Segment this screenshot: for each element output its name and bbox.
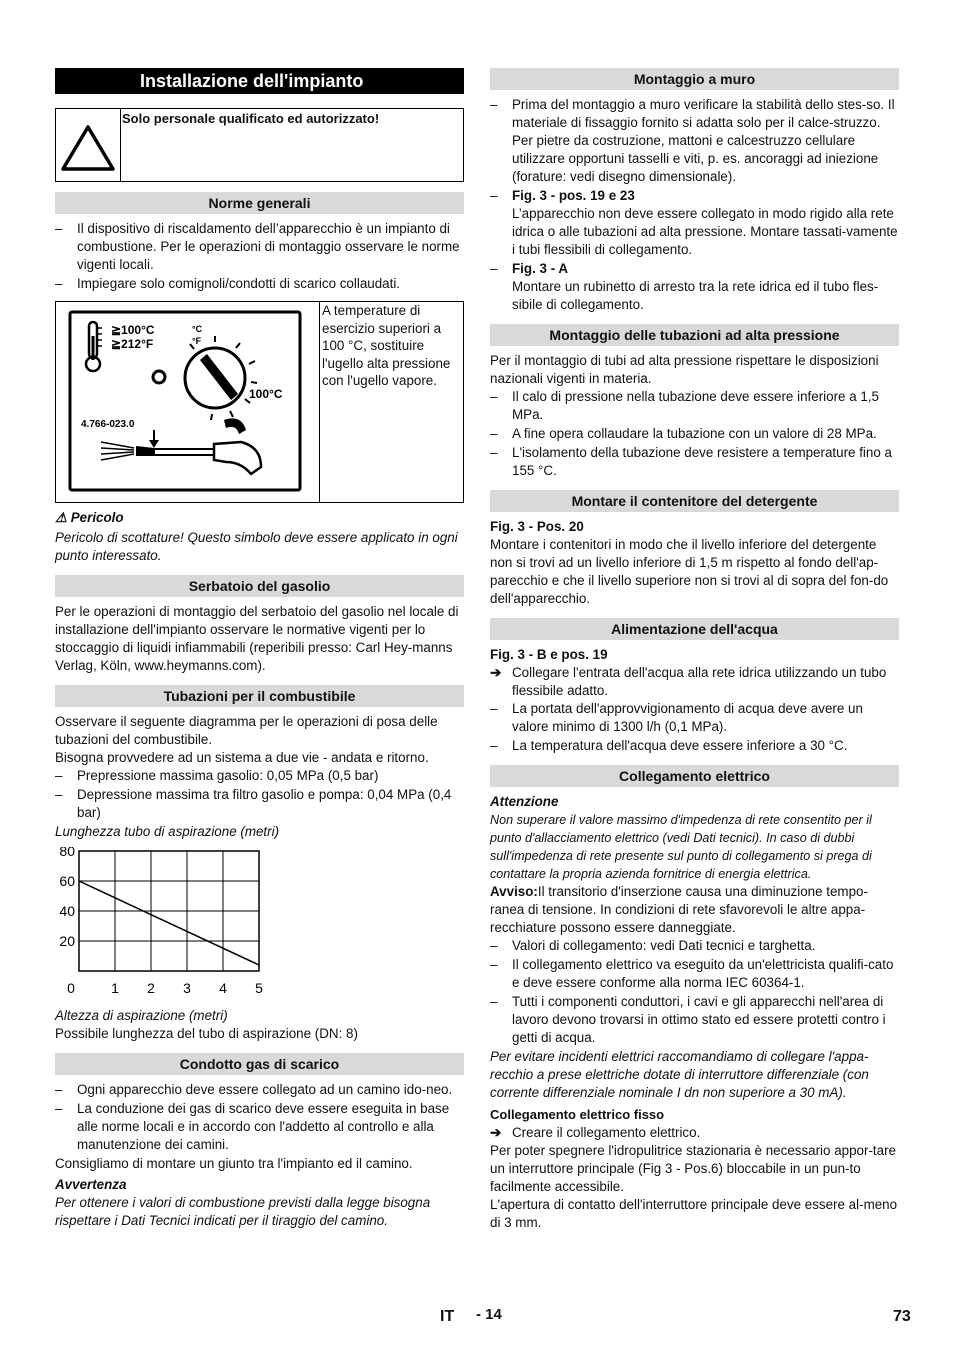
dial-temp-label: 100°C [249, 387, 283, 401]
dial-marker-icon [153, 371, 165, 383]
muro-list [490, 96, 899, 314]
chart-xtick-label: 1 [111, 980, 119, 996]
avvertenza-text: Per ottenere i valori di combustione previsti dalla legge bisogna rispettare i Dati Tecnici indicati per il tiraggio del camino. [55, 1195, 431, 1228]
warning-box [55, 108, 464, 182]
attenzione-text: Non superare il valore massimo d'impedenza di rete consentito per il punto d'allacciamento elettrico (vedi Dati tecnici). In caso di dubbi sull'impedenza di rete presente sul punto di collegamento si prega di contattare la propria azienda fornitrice di energia elettrica. [490, 813, 872, 881]
list-item: – Prepressione massima gasolio: 0,05 MPa (0,5 bar) [55, 767, 464, 785]
list-item: – A fine opera collaudare la tubazione con un valore di 28 MPa. [490, 425, 899, 443]
heading-tubazioni: Tubazioni per il combustibile [55, 685, 464, 707]
chart-series-line [79, 881, 259, 965]
footer-language: IT [440, 1308, 455, 1325]
avviso-paragraph [490, 883, 899, 937]
tubazioni-list [55, 767, 464, 822]
list-item: – Valori di collegamento: vedi Dati tecnici e targhetta. [490, 937, 899, 955]
warning-small-icon: ⚠ [55, 510, 71, 525]
pericolo-text: Pericolo di scottature! Questo simbolo deve essere applicato in ogni punto interessato. [55, 530, 458, 563]
serbatoio-text: Per le operazioni di montaggio del serbatoio del gasolio nel locale di installazione dell'impianto osservare le normative vigenti per lo stoccaggio di liquidi infiammabili (reperibili presso: Carl Hey-manns Verlag, Köln, www.heymanns.com). [55, 604, 459, 673]
fisso-heading: Collegamento elettrico fisso [490, 1107, 665, 1122]
condotto-list [55, 1081, 464, 1154]
heading-muro: Montaggio a muro [490, 68, 899, 90]
heading-detergente: Montare il contenitore del detergente [490, 490, 899, 512]
tubazioni-text-2: Bisogna provvedere ad un sistema a due vie - andata e ritorno. [55, 750, 429, 765]
heading-condotto: Condotto gas di scarico [55, 1053, 464, 1075]
list-item: – Il calo di pressione nella tubazione deve essere inferiore a 1,5 MPa. [490, 388, 899, 424]
suction-chart [55, 847, 295, 1007]
warning-text: Solo personale qualificato ed autorizzato! [122, 111, 380, 126]
acqua-arrow-list [490, 664, 899, 700]
pericolo-label: Pericolo [70, 510, 124, 525]
elettrico-note: Per evitare incidenti elettrici raccomandiamo di collegare l'appa-recchio a prese elettriche dotate di interruttore differenziale (con corrente differenziale nominale I dn non superiore a 30 mA). [490, 1049, 869, 1100]
acqua-fig: Fig. 3 - B e pos. 19 [490, 647, 608, 662]
chart-ytick-label: 80 [59, 847, 75, 859]
list-item: – Tutti i componenti conduttori, i cavi e gli apparecchi nell'area di lavoro devono trovarsi in ottimo stato ed essere protetti contro i getti di acqua. [490, 993, 899, 1047]
chart-xtick-label: 2 [147, 980, 155, 996]
alta-list [490, 388, 899, 480]
footer-local-page: - 14 [476, 1306, 502, 1323]
chart-note: Possibile lunghezza del tubo di aspirazione (DN: 8) [55, 1026, 358, 1041]
muro-item-3-text: Montare un rubinetto di arresto tra la rete idrica ed il tubo fles-sibile di collegamento. [512, 279, 879, 312]
chart-svg [55, 847, 295, 1007]
heading-alta-pressione: Montaggio delle tubazioni ad alta pressione [490, 324, 899, 346]
avviso-label: Avviso: [490, 884, 538, 899]
chart-xtick-label: 4 [219, 980, 227, 996]
list-item: – Il dispositivo di riscaldamento dell’apparecchio è un impianto di combustione. Per le operazioni di montaggio osservare le norme vigenti locali. [55, 220, 464, 274]
detergente-fig: Fig. 3 - Pos. 20 [490, 519, 584, 534]
chart-ytick-label: 20 [59, 933, 75, 949]
avviso-text: Il transitorio d'inserzione causa una diminuzione tempo-ranea di tensione. In condizioni di rete sfavorevoli le altre appa-recchiature possono essere danneggiate. [490, 884, 868, 935]
list-item: – La portata dell'approvvigionamento di acqua deve avere un valore minimo di 1300 l/h (0,1 MPa). [490, 700, 899, 736]
chart-ytick-label: 60 [59, 873, 75, 889]
part-number: 4.766-023.0 [81, 419, 135, 430]
detergente-text: Montare i contenitori in modo che il livello inferiore del detergente non si trovi ad un livello inferiore di 1,5 m rispetto al fondo dell'ap-parecchio e che il livello superiore non si trovi al di sopra del fon-do dell'apparecchio. [490, 537, 889, 606]
arrow-item: ➔ Collegare l'entrata dell'acqua alla rete idrica utilizzando un tubo flessibile adatto. [490, 664, 899, 700]
muro-item-3-head: Fig. 3 - A [512, 261, 569, 276]
list-item [490, 96, 899, 186]
avvertenza-label: Avvertenza [55, 1177, 127, 1192]
list-item [490, 260, 899, 314]
condotto-text: Consigliamo di montare un giunto tra l'impianto ed il camino. [55, 1156, 413, 1171]
list-item: – La temperatura dell'acqua deve essere inferiore a 30 °C. [490, 737, 899, 755]
right-column [490, 68, 899, 1232]
list-item: – La conduzione dei gas di scarico deve essere eseguita in base alle norme locali e in accordo con l'addetto al controllo e alla manutenzione dei camini. [55, 1100, 464, 1154]
heading-serbatoio: Serbatoio del gasolio [55, 575, 464, 597]
chart-ytick-label: 40 [59, 903, 75, 919]
elettrico-text-1: Per poter spegnere l'idropulitrice stazionaria è necessario appor-tare un interruttore principale (Fig 3 - Pos.6) bloccabile in un pun-to facilmente accessibile. [490, 1143, 896, 1194]
temperature-dial-icon [185, 336, 257, 420]
norme-list [55, 220, 464, 293]
dial-figure [56, 302, 320, 502]
temp-c-label: ≧100°C [111, 323, 155, 337]
muro-item-1: Prima del montaggio a muro verificare la stabilità dello stes-so. Il materiale di fissaggio fornito si adatta solo per il calce-struzzo. Per pietre da costruzione, mattoni e calcestruzzo cellulare utilizzare opportuni tasselli e viti, p. es. ancoraggi ad iniezione (forature: vedi disegno dimensionale). [512, 97, 895, 184]
pericolo-heading [55, 509, 464, 527]
elettrico-list [490, 937, 899, 1047]
unit-f-label: °F [192, 336, 202, 346]
list-item: – Depressione massima tra filtro gasolio e pompa: 0,04 MPa (0,4 bar) [55, 786, 464, 822]
chart-xtick-label: 0 [67, 980, 75, 996]
dial-instruction: A temperature di esercizio superiori a 100 °C, sostituire l'ugello alta pressione con l'ugello vapore. [322, 303, 451, 388]
unit-c-label: °C [192, 324, 203, 334]
arrow-item: ➔ Creare il collegamento elettrico. [490, 1124, 899, 1142]
attenzione-label: Attenzione [490, 794, 559, 809]
footer-page-number: 73 [893, 1308, 911, 1325]
alta-text: Per il montaggio di tubi ad alta pressione rispettare le disposizioni nazionali vigenti in materia. [490, 353, 879, 386]
list-item [490, 187, 899, 259]
chart-xtick-label: 3 [183, 980, 191, 996]
acqua-list [490, 700, 899, 755]
muro-item-2-text: L’apparecchio non deve essere collegato in modo rigido alla rete idrica o alle tubazioni ad alta pressione. Montare tassati-vamente i tubi flessibili di collegamento. [512, 206, 898, 257]
chart-ylabel: Lunghezza tubo di aspirazione (metri) [55, 824, 280, 839]
chart-xlabel: Altezza di aspirazione (metri) [55, 1008, 228, 1023]
list-item: – Il collegamento elettrico va eseguito da un'elettricista qualifi-cato e deve essere conforme alla norma IEC 60364-1. [490, 956, 899, 992]
muro-item-2-head: Fig. 3 - pos. 19 e 23 [512, 188, 635, 203]
thermometer-icon [86, 322, 102, 371]
temp-f-label: ≧212°F [111, 337, 154, 351]
temperature-dial-box [55, 301, 464, 503]
heading-elettrico: Collegamento elettrico [490, 765, 899, 787]
heading-acqua: Alimentazione dell'acqua [490, 618, 899, 640]
list-item: – Impiegare solo comignoli/condotti di scarico collaudati. [55, 275, 464, 293]
tubazioni-text-1: Osservare il seguente diagramma per le operazioni di posa delle tubazioni del combustibile. [55, 714, 438, 747]
list-item: – Ogni apparecchio deve essere collegato ad un camino ido-neo. [55, 1081, 464, 1099]
list-item: – L'isolamento della tubazione deve resistere a temperature fino a 155 °C. [490, 444, 899, 480]
left-column [55, 68, 464, 1230]
fisso-arrow-list [490, 1124, 899, 1142]
warning-triangle-icon [56, 109, 121, 181]
elettrico-text-2: L'apertura di contatto dell'interruttore principale deve essere al-meno di 3 mm. [490, 1197, 898, 1230]
chart-xtick-label: 5 [255, 980, 263, 996]
heading-norme: Norme generali [55, 192, 464, 214]
page-title: Installazione dell'impianto [55, 68, 464, 94]
